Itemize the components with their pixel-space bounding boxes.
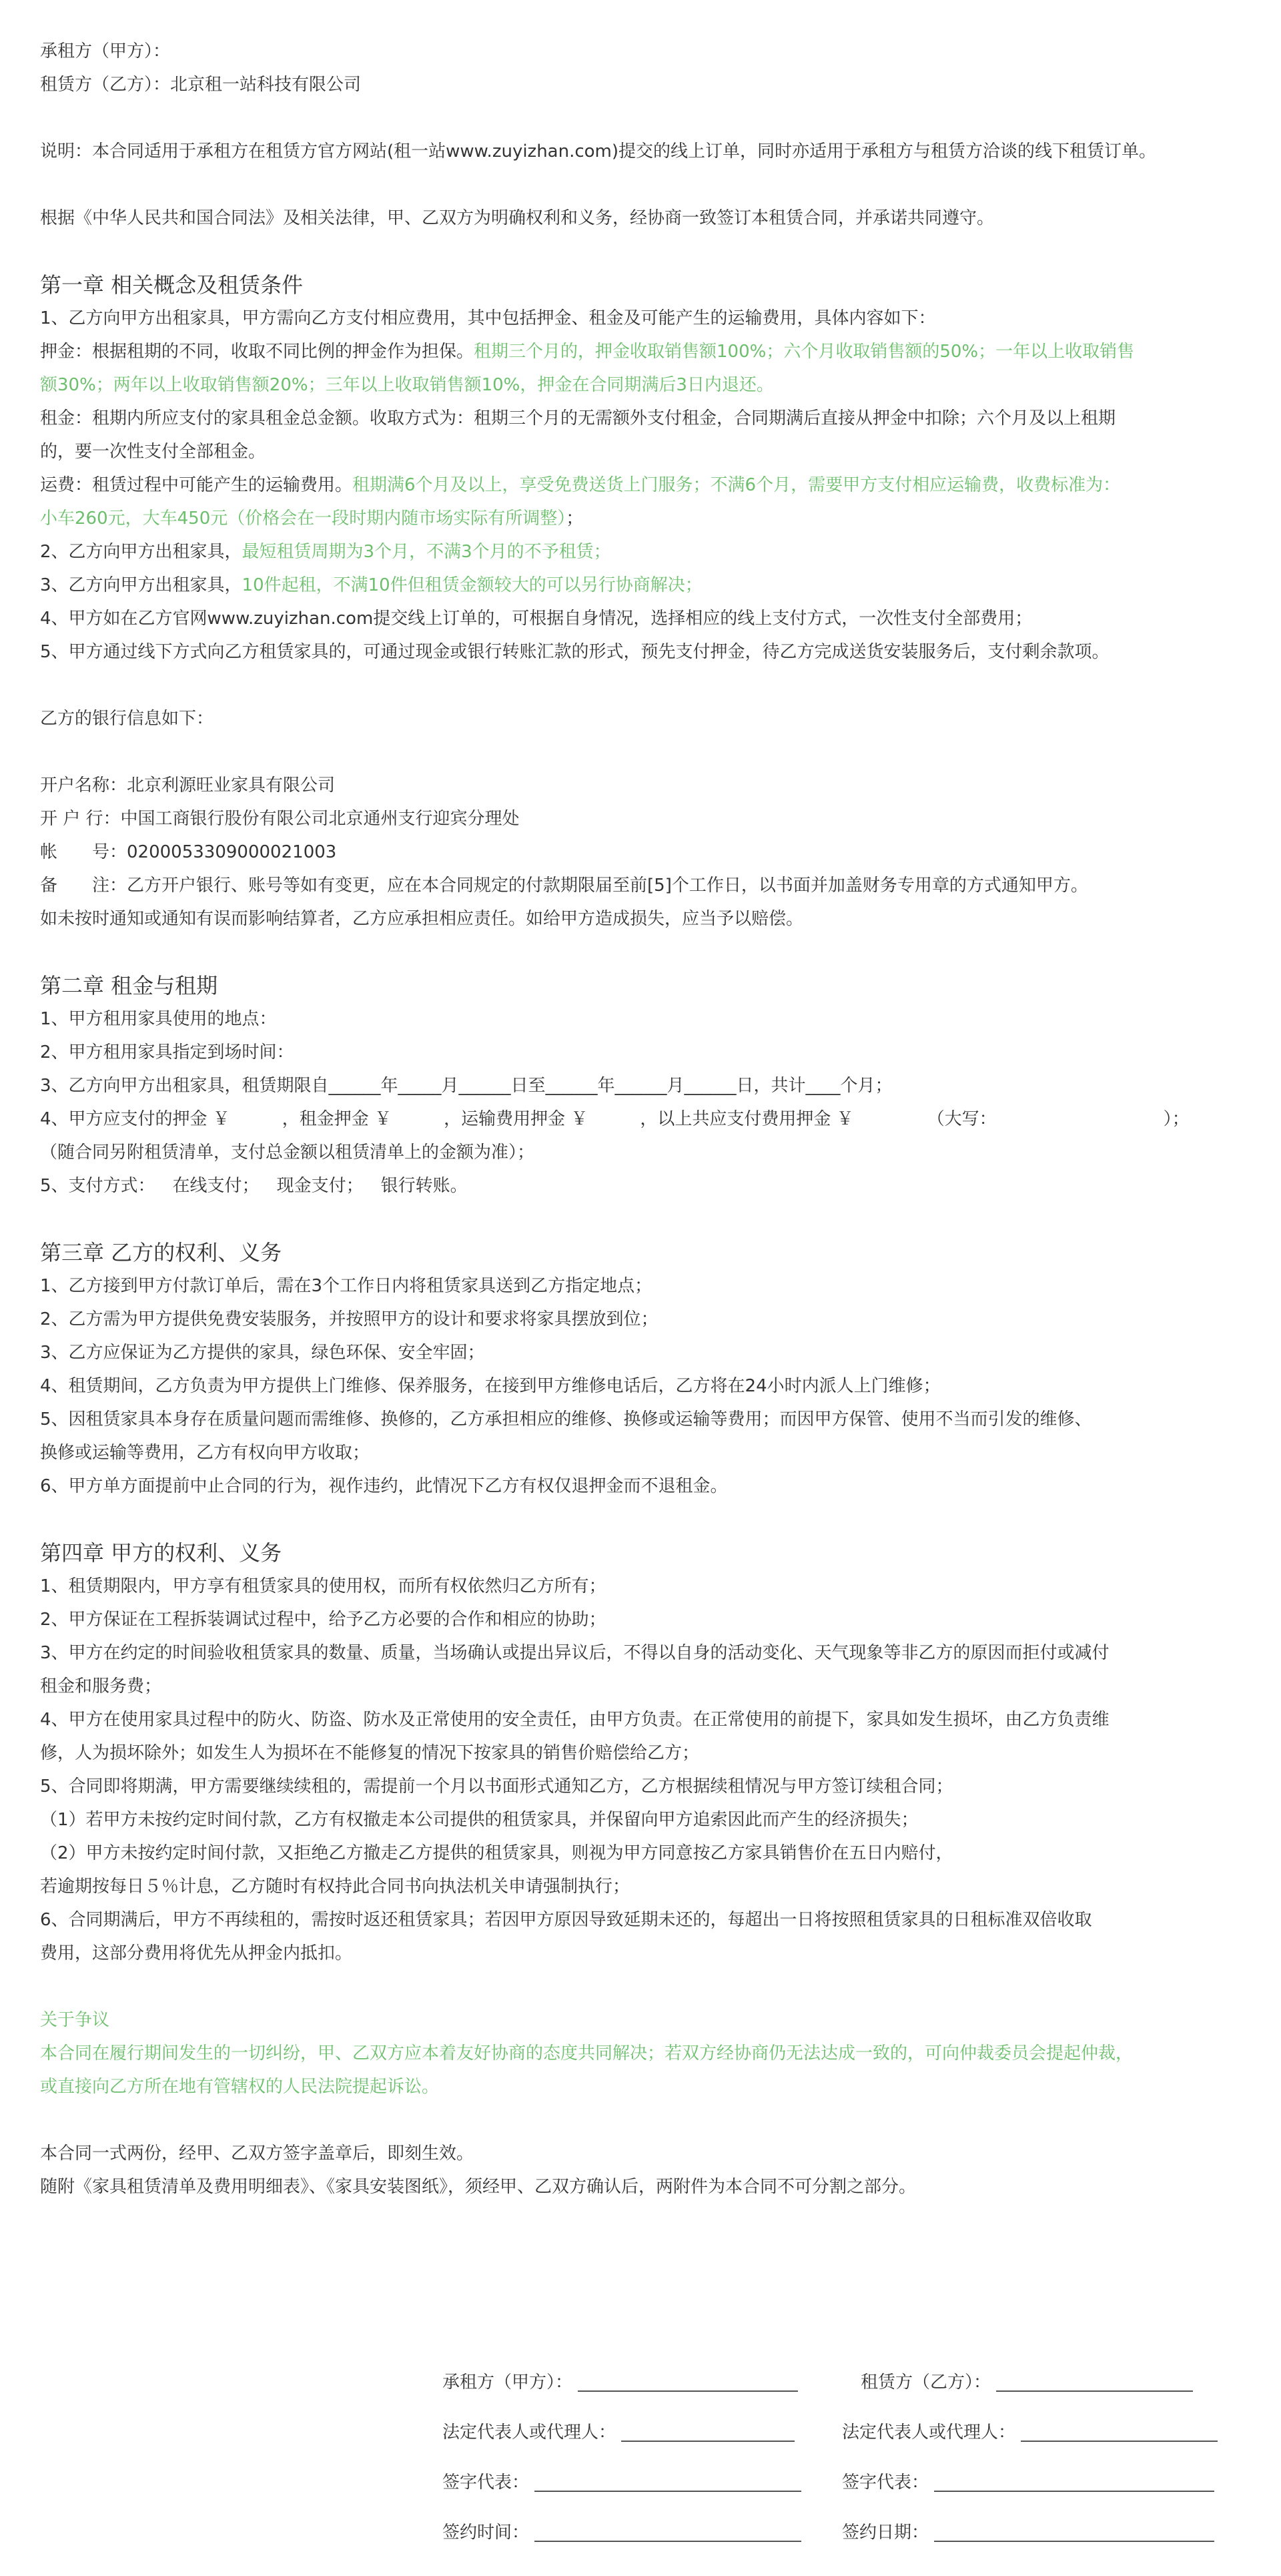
sig-signer-b-label: 签字代表： xyxy=(842,2473,929,2493)
ch2-item4 xyxy=(40,1102,1241,1136)
sig-time-a-label: 签约时间： xyxy=(442,2523,530,2543)
chapter3-title: 第三章 乙方的权利、义务 xyxy=(40,1240,282,1265)
sig-date-b-field[interactable] xyxy=(934,2521,1214,2542)
lessor-line: 租赁方（乙方）：北京租一站科技有限公司 xyxy=(40,75,362,95)
ch2-item4-close: ）； xyxy=(1163,1109,1190,1129)
dispute-title: 关于争议 xyxy=(40,2010,110,2030)
sig-lessor-field[interactable] xyxy=(996,2370,1193,2392)
dispute-line1: 本合同在履行期间发生的一切纠纷，甲、乙双方应本着友好协商的态度共同解决；若双方经协商仍无法达成一致的，可向仲裁委员会提起仲裁， xyxy=(40,2043,1134,2063)
ch2-item4-note: （随合同另附租赁清单，支付总金额以租赁清单上的金额为准）； xyxy=(40,1143,535,1163)
sig-lessor-label: 租赁方（乙方）： xyxy=(861,2372,991,2392)
sig-time-a-field[interactable] xyxy=(534,2521,801,2542)
ch1-item3-text: 3、乙方向甲方出租家具， xyxy=(40,575,242,595)
bank-intro: 乙方的银行信息如下： xyxy=(40,709,214,729)
sig-lessee-label: 承租方（甲方）： xyxy=(442,2372,573,2392)
bank-account-line xyxy=(40,836,1241,869)
ch1-item5: 5、甲方通过线下方式向乙方租赁家具的，可通过现金或银行转账汇款的形式，预先支付押金，待乙方完成送货安装服务后，支付剩余款项。 xyxy=(40,642,1110,662)
ch3-item3: 3、乙方应保证为乙方提供的家具，绿色环保、安全牢固； xyxy=(40,1343,485,1363)
pay-cash-option: 现金支付； xyxy=(276,1176,364,1196)
sig-date-b xyxy=(842,2516,1214,2549)
ch1-item2-highlight: 最短租赁周期为3个月，不满3个月的不予租赁； xyxy=(242,542,611,562)
account-label: 帐 号： xyxy=(40,842,127,862)
ch4-item2: 2、甲方保证在工程拆装调试过程中，给予乙方必要的合作和相应的协助； xyxy=(40,1610,606,1630)
ch4-item6-line2: 费用，这部分费用将优先从押金内抵扣。 xyxy=(40,1943,353,1963)
ch1-item1: 1、乙方向甲方出租家具，甲方需向乙方支付相应费用，其中包括押金、租金及可能产生的运输费用，具体内容如下： xyxy=(40,308,936,328)
payment-method-label: 5、支付方式： xyxy=(40,1176,155,1196)
sig-rep-a xyxy=(442,2416,795,2449)
ch4-item5-sub3: 若逾期按每日５％计息，乙方随时有权持此合同书向执法机关申请强制执行； xyxy=(40,1877,630,1897)
dispute-line2: 或直接向乙方所在地有管辖权的人民法院提起诉讼。 xyxy=(40,2077,440,2097)
bank-name-line xyxy=(40,802,1241,836)
closing-line1: 本合同一式两份，经甲、乙双方签字盖章后，即刻生效。 xyxy=(40,2144,474,2164)
sig-lessee xyxy=(442,2366,798,2399)
ch4-item5: 5、合同即将期满，甲方需要继续续租的，需提前一个月以书面形式通知乙方，乙方根据续租情况与甲方签订续租合同； xyxy=(40,1777,953,1797)
ch4-item4-line1: 4、甲方在使用家具过程中的防火、防盗、防水及正常使用的安全责任，由甲方负责。在正常使用的前提下，家具如发生损坏，由乙方负责维 xyxy=(40,1710,1110,1730)
sig-time-a xyxy=(442,2516,801,2549)
deposit-label-text: 押金：根据租期的不同，收取不同比例的押金作为担保。 xyxy=(40,342,474,362)
ch3-item5-line1: 5、因租赁家具本身存在质量问题而需维修、换修的，乙方承担相应的维修、换修或运输等费用；而因甲方保管、使用不当而引发的维修、 xyxy=(40,1409,1092,1429)
lessee-line: 承租方（甲方）： xyxy=(40,41,171,61)
ch1-item3-highlight: 10件起租，不满10件但租赁金额较大的可以另行协商解决； xyxy=(242,575,703,595)
bank-remark-line2: 如未按时通知或通知有误而影响结算者，乙方应承担相应责任。如给甲方造成损失，应当予以赔偿。 xyxy=(40,909,804,929)
freight-line2 xyxy=(40,502,1241,535)
sig-signer-a xyxy=(442,2466,801,2499)
sig-lessor xyxy=(861,2366,1193,2399)
ch1-item4: 4、甲方如在乙方官网www.zuyizhan.com提交线上订单的，可根据自身情况，选择相应的线上支付方式，一次性支付全部费用； xyxy=(40,609,1033,629)
remark-text: 乙方开户银行、账号等如有变更，应在本合同规定的付款期限届至前[5]个工作日，以书面并加盖财务专用章的方式通知甲方。 xyxy=(127,876,1088,896)
freight-highlight-2: 小车260元，大车450元（价格会在一段时期内随市场实际有所调整） xyxy=(40,509,566,529)
bank-account-name: 开户名称：北京利源旺业家具有限公司 xyxy=(40,775,336,795)
ch4-item4-line2: 修，人为损坏除外；如发生人为损坏在不能修复的情况下按家具的销售价赔偿给乙方； xyxy=(40,1743,700,1763)
ch4-item5-sub1: （1）若甲方未按约定时间付款，乙方有权撤走本公司提供的租赁家具，并保留向甲方追索因此而产生的经济损失； xyxy=(40,1810,919,1830)
ch1-item2-text: 2、乙方向甲方出租家具， xyxy=(40,542,242,562)
bank-name-value: 中国工商银行股份有限公司北京通州支行迎宾分理处 xyxy=(120,809,520,829)
ch1-deposit-line1 xyxy=(40,335,1241,368)
rent-line2: 的，要一次性支付全部租金。 xyxy=(40,442,266,462)
sig-lessee-field[interactable] xyxy=(578,2370,798,2392)
ch2-item4-text: 4、甲方应支付的押金 ￥ ，租金押金 ￥ ，运输费用押金 ￥ ，以上共应支付费用押金 ￥ xyxy=(40,1109,854,1129)
ch4-item5-sub2: （2）甲方未按约定时间付款，又拒绝乙方撤走乙方提供的租赁家具，则视为甲方同意按乙方家具销售价在五日内赔付， xyxy=(40,1843,953,1863)
intro-note: 说明：本合同适用于承租方在租赁方官方网站(租一站www.zuyizhan.com)提交的线上订单，同时亦适用于承租方与租赁方洽谈的线下租赁订单。 xyxy=(40,141,1157,162)
rent-line1: 租金：租期内所应支付的家具租金总金额。收取方式为：租期三个月的无需额外支付租金，合同期满后直接从押金中扣除；六个月及以上租期 xyxy=(40,408,1116,428)
ch3-item2: 2、乙方需为甲方提供免费安装服务，并按照甲方的设计和要求将家具摆放到位； xyxy=(40,1309,659,1329)
freight-highlight-1: 租期满6个月及以上，享受免费送货上门服务；不满6个月，需要甲方支付相应运输费，收费标准为： xyxy=(352,475,1121,495)
pay-online-option: 在线支付； xyxy=(172,1176,260,1196)
ch2-item2: 2、甲方租用家具指定到场时间： xyxy=(40,1042,294,1062)
ch4-item1: 1、租赁期限内，甲方享有租赁家具的使用权，而所有权依然归乙方所有； xyxy=(40,1576,606,1596)
sig-rep-a-label: 法定代表人或代理人： xyxy=(442,2423,616,2443)
ch3-item4: 4、租赁期间，乙方负责为甲方提供上门维修、保养服务，在接到甲方维修电话后，乙方将在24小时内派人上门维修； xyxy=(40,1376,941,1396)
deposit-highlight-1: 租期三个月的，押金收取销售额100%；六个月收取销售额的50%；一年以上收取销售 xyxy=(474,342,1135,362)
ch4-item3-line1: 3、甲方在约定的时间验收租赁家具的数量、质量，当场确认或提出异议后，不得以自身的活动变化、天气现象等非乙方的原因而拒付或减付 xyxy=(40,1643,1110,1663)
sig-signer-a-field[interactable] xyxy=(534,2471,801,2492)
ch2-item5 xyxy=(40,1169,1241,1203)
freight-label-text: 运费：租赁过程中可能产生的运输费用。 xyxy=(40,475,353,495)
sig-signer-a-label: 签字代表： xyxy=(442,2473,530,2493)
ch1-item2 xyxy=(40,535,1241,569)
closing-line2: 随附《家具租赁清单及费用明细表》、《家具安装图纸》，须经甲、乙双方确认后，两附件为本合同不可分割之部分。 xyxy=(40,2177,917,2197)
ch2-item4-daxie: （大写： xyxy=(927,1109,997,1129)
ch3-item6: 6、甲方单方面提前中止合同的行为，视作违约，此情况下乙方有权仅退押金而不退租金。 xyxy=(40,1476,728,1496)
sig-date-b-label: 签约日期： xyxy=(842,2523,929,2543)
account-number: 0200053309000021003 xyxy=(127,842,337,862)
ch2-item1: 1、甲方租用家具使用的地点： xyxy=(40,1009,277,1029)
sig-signer-b xyxy=(842,2466,1214,2499)
remark-label: 备 注： xyxy=(40,876,127,896)
pay-bank-option: 银行转账。 xyxy=(380,1176,468,1196)
chapter4-title: 第四章 甲方的权利、义务 xyxy=(40,1540,282,1566)
intro-basis: 根据《中华人民共和国合同法》及相关法律，甲、乙双方为明确权利和义务，经协商一致签订本租赁合同，并承诺共同遵守。 xyxy=(40,208,995,228)
ch4-item3-line2: 租金和服务费； xyxy=(40,1676,162,1696)
ch3-item1: 1、乙方接到甲方付款订单后，需在3个工作日内将租赁家具送到乙方指定地点； xyxy=(40,1276,653,1296)
freight-end: ； xyxy=(566,509,584,529)
sig-rep-b-label: 法定代表人或代理人： xyxy=(842,2423,1016,2443)
sig-rep-a-field[interactable] xyxy=(621,2421,795,2442)
ch2-item3: 3、乙方向甲方出租家具，租赁期限自______年_____月______日至______年______月______日，共计____个月； xyxy=(40,1076,893,1096)
freight-line1 xyxy=(40,468,1241,502)
ch1-item3 xyxy=(40,569,1241,602)
ch4-item6-line1: 6、合同期满后，甲方不再续租的，需按时返还租赁家具；若因甲方原因导致延期未还的，每超出一日将按照租赁家具的日租标准双倍收取 xyxy=(40,1910,1092,1930)
ch3-item5-line2: 换修或运输等费用，乙方有权向甲方收取； xyxy=(40,1443,370,1463)
bank-remark-line xyxy=(40,869,1241,902)
chapter2-title: 第二章 租金与租期 xyxy=(40,973,218,998)
chapter1-title: 第一章 相关概念及租赁条件 xyxy=(40,272,304,298)
bank-name-label: 开 户 行： xyxy=(40,809,121,829)
sig-rep-b-field[interactable] xyxy=(1021,2421,1218,2442)
deposit-highlight-2: 额30%；两年以上收取销售额20%；三年以上收取销售额10%，押金在合同期满后3日内退还。 xyxy=(40,375,774,395)
sig-rep-b xyxy=(842,2416,1218,2449)
sig-signer-b-field[interactable] xyxy=(934,2471,1214,2492)
